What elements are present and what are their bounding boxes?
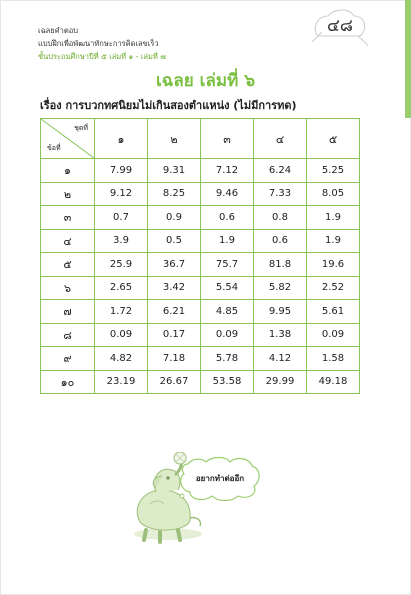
answer-cell: 25.9 [95, 253, 148, 277]
answer-cell: 5.61 [307, 300, 360, 324]
table-row [41, 323, 360, 347]
answer-cell: 4.85 [201, 300, 254, 324]
answer-cell: 29.99 [254, 370, 307, 394]
answer-cell: 4.12 [254, 347, 307, 371]
answer-cell: 26.67 [148, 370, 201, 394]
answer-cell: 53.58 [201, 370, 254, 394]
item-number: ๓ [41, 206, 95, 230]
answer-cell: 1.9 [201, 229, 254, 253]
answer-cell: 23.19 [95, 370, 148, 394]
answer-cell: 5.82 [254, 276, 307, 300]
answer-cell: 49.18 [307, 370, 360, 394]
set-header: ๕ [307, 119, 360, 159]
corner-item-label: ข้อที่ [47, 144, 61, 152]
answer-cell: 1.72 [95, 300, 148, 324]
speech-bubble-text: อยากทำต่ออีก [195, 474, 245, 483]
table-header-row [41, 119, 360, 159]
corner-cell [41, 119, 95, 159]
answer-cell: 7.99 [95, 159, 148, 183]
set-header: ๑ [95, 119, 148, 159]
table-row [41, 370, 360, 394]
answer-cell: 75.7 [201, 253, 254, 277]
set-header: ๓ [201, 119, 254, 159]
item-number: ๖ [41, 276, 95, 300]
item-number: ๕ [41, 253, 95, 277]
table-row [41, 182, 360, 206]
answer-cell: 81.8 [254, 253, 307, 277]
answer-cell: 1.58 [307, 347, 360, 371]
table-row [41, 206, 360, 230]
answer-cell: 2.52 [307, 276, 360, 300]
answer-title: เฉลย เล่มที่ ๖ [155, 71, 256, 91]
header-line-3: ชั้นประถมศึกษาปีที่ ๕ เล่มที่ ๑ - เล่มที่ ๗ [38, 52, 166, 61]
item-number: ๙ [41, 347, 95, 371]
set-header: ๔ [254, 119, 307, 159]
item-number: ๑๐ [41, 370, 95, 394]
answer-cell: 0.9 [148, 206, 201, 230]
answer-cell: 0.5 [148, 229, 201, 253]
answer-cell: 7.18 [148, 347, 201, 371]
answer-cell: 4.82 [95, 347, 148, 371]
table-row [41, 253, 360, 277]
item-number: ๘ [41, 323, 95, 347]
corner-set-label: ชุดที่ [74, 124, 88, 132]
answer-cell: 7.12 [201, 159, 254, 183]
answer-cell: 1.38 [254, 323, 307, 347]
answer-cell: 1.9 [307, 229, 360, 253]
answer-cell: 0.8 [254, 206, 307, 230]
item-number: ๑ [41, 159, 95, 183]
answer-cell: 0.7 [95, 206, 148, 230]
answer-cell: 3.42 [148, 276, 201, 300]
subject-heading: เรื่อง การบวกทศนิยมไม่เกินสองตำแหน่ง (ไม่มีการทด) [40, 99, 297, 112]
answer-cell: 19.6 [307, 253, 360, 277]
answer-cell: 9.95 [254, 300, 307, 324]
page-number-badge [308, 6, 372, 46]
answer-cell: 7.33 [254, 182, 307, 206]
table-row [41, 229, 360, 253]
answer-cell: 1.9 [307, 206, 360, 230]
answer-cell: 5.78 [201, 347, 254, 371]
answer-cell: 3.9 [95, 229, 148, 253]
answer-cell: 0.6 [201, 206, 254, 230]
table-row [41, 276, 360, 300]
answer-cell: 9.46 [201, 182, 254, 206]
header [38, 24, 166, 63]
answer-cell: 5.25 [307, 159, 360, 183]
answer-cell: 6.24 [254, 159, 307, 183]
answer-cell: 0.17 [148, 323, 201, 347]
header-line-1: เฉลยคำตอบ [38, 26, 79, 35]
set-header: ๒ [148, 119, 201, 159]
answer-cell: 2.65 [95, 276, 148, 300]
answer-cell: 9.31 [148, 159, 201, 183]
item-number: ๗ [41, 300, 95, 324]
answer-cell: 6.21 [148, 300, 201, 324]
answer-cell: 8.05 [307, 182, 360, 206]
answer-cell: 5.54 [201, 276, 254, 300]
answer-cell: 0.09 [201, 323, 254, 347]
answer-table [40, 118, 360, 394]
answer-cell: 9.12 [95, 182, 148, 206]
item-number: ๒ [41, 182, 95, 206]
corner-band [405, 0, 411, 118]
answer-cell: 0.6 [254, 229, 307, 253]
table-row [41, 300, 360, 324]
item-number: ๔ [41, 229, 95, 253]
answer-cell: 8.25 [148, 182, 201, 206]
table-row [41, 159, 360, 183]
table-row [41, 347, 360, 371]
answer-cell: 0.09 [95, 323, 148, 347]
page-number: ๔๘ [327, 16, 353, 36]
answer-cell: 0.09 [307, 323, 360, 347]
answer-cell: 36.7 [148, 253, 201, 277]
header-line-2: แบบฝึกเพื่อพัฒนาทักษะการคิดเลขเร็ว [38, 39, 159, 48]
